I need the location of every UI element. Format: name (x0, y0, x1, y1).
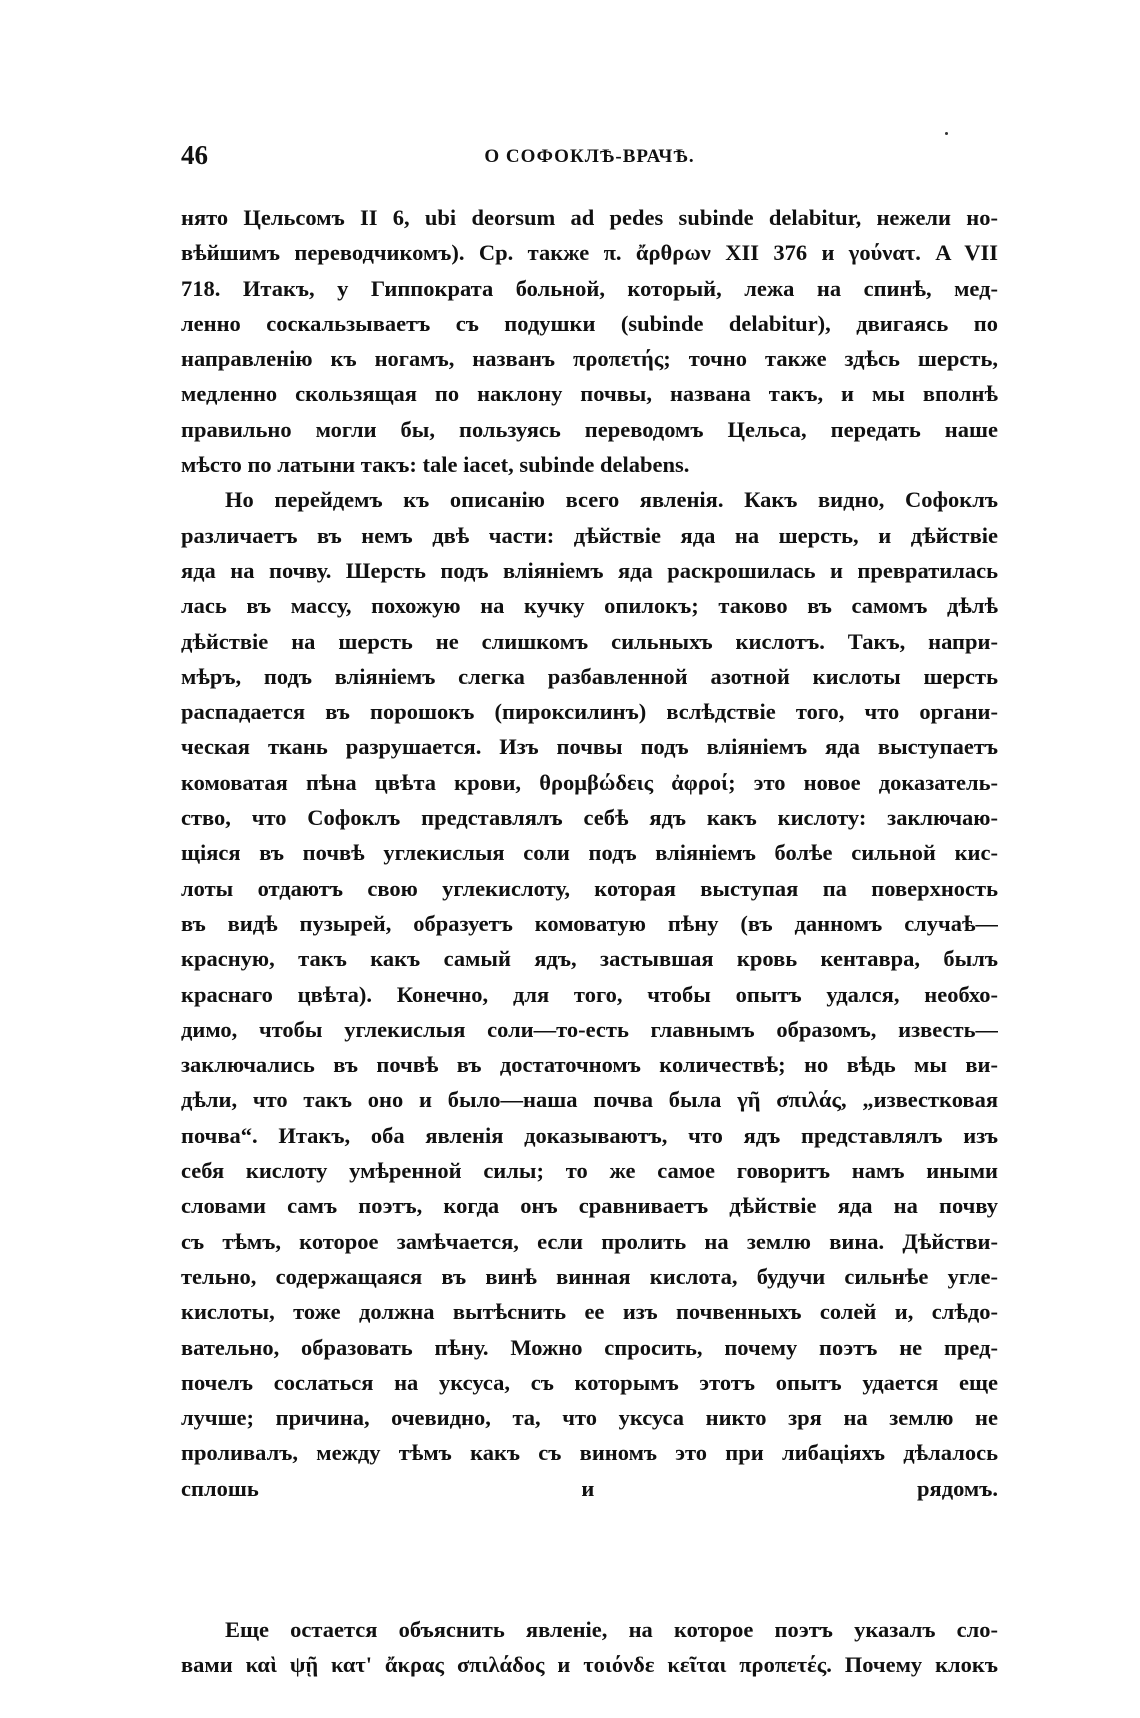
text-line: ческая ткань разрушается. Изъ почвы подъ вліяніемъ яда выступаетъ (181, 734, 998, 760)
text-line: мѣсто по латыни такъ: tale iacet, subinde delabens. (181, 452, 690, 478)
text-line: вѣйшимъ переводчикомъ). Ср. также π. ἄρθρων XII 376 и γούνατ. A VII (181, 240, 998, 266)
text-line: Еще остается объяснить явленіе, на которое поэтъ указалъ сло- (225, 1616, 998, 1642)
text-line (181, 1577, 998, 1612)
page-number: 46 (181, 140, 208, 170)
text-line: заключались въ почвѣ въ достаточномъ количествѣ; но вѣдь мы ви- (181, 1052, 998, 1078)
page-header (181, 140, 998, 180)
text-line: красную, такъ какъ самый ядъ, застывшая кровь кентавра, былъ (181, 946, 998, 972)
text-line: себя кислоту умѣренной силы; то же самое говоритъ намъ иными (181, 1158, 998, 1184)
text-line (181, 1541, 998, 1576)
text-line: распадается въ порошокъ (пироксилинъ) вслѣдствіе того, что органи- (181, 699, 998, 725)
paragraph-3 (181, 1612, 998, 1683)
text-line: сплошь и рядомъ. (181, 1475, 998, 1501)
text-line: щіяся въ почвѣ углекислыя соли подъ вліяніемъ болѣе сильной кис- (181, 840, 998, 866)
text-line: тельно, содержащаяся въ винѣ винная кислота, будучи сильнѣе угле- (181, 1263, 998, 1289)
text-line: дѣйствіе на шерсть не слишкомъ сильныхъ кислотъ. Такъ, напри- (181, 628, 998, 654)
text-line: ленно соскальзываетъ съ подушки (subinde delabitur), двигаясь по (181, 310, 998, 336)
text-line: почва“. Итакъ, оба явленія доказываютъ, что ядъ представлялъ изъ (181, 1122, 998, 1148)
text-line: 718. Итакъ, у Гиппократа больной, который, лежа на спинѣ, мед- (181, 275, 998, 301)
text-line: вами καὶ ψῇ κατ' ἄκρας σπιλάδος и τοιόνδε κεῖται προπετές. Почему клокъ (181, 1652, 998, 1678)
text-line (181, 1506, 998, 1541)
text-line: Но перейдемъ къ описанію всего явленія. Какъ видно, Софоклъ (225, 487, 998, 513)
text-line: лучше; причина, очевидно, та, что уксуса никто зря на землю не (181, 1405, 998, 1431)
text-line: проливалъ, между тѣмъ какъ съ виномъ это при либаціяхъ дѣлалось (181, 1440, 998, 1466)
text-line: почелъ сослаться на уксуса, съ которымъ этотъ опытъ удается еще (181, 1369, 998, 1395)
text-line: словами самъ поэтъ, когда онъ сравниваетъ дѣйствіе яда на почву (181, 1193, 998, 1219)
body-text (181, 200, 998, 1682)
text-line: вательно, образовать пѣну. Можно спросить, почему поэтъ не пред- (181, 1334, 998, 1360)
text-line: направленію къ ногамъ, названъ προπετής; точно также здѣсь шерсть, (181, 346, 998, 372)
text-line: различаетъ въ немъ двѣ части: дѣйствіе яда на шерсть, и дѣйствіе (181, 522, 998, 548)
paragraph-1 (181, 200, 998, 482)
text-line: кислоты, тоже должна вытѣснить ее изъ почвенныхъ солей и, слѣдо- (181, 1299, 998, 1325)
paragraph-2 (181, 482, 998, 1612)
text-line: лоты отдаютъ свою углекислоту, которая выступая па поверхность (181, 875, 998, 901)
text-line: ство, что Софоклъ представлялъ себѣ ядъ какъ кислоту: заключаю- (181, 805, 998, 831)
text-line: нято Цельсомъ II 6, ubi deorsum ad pedes subinde delabitur, нежели но- (181, 205, 998, 230)
text-line: съ тѣмъ, которое замѣчается, если пролить на землю вина. Дѣйстви- (181, 1228, 998, 1254)
text-line: медленно скользящая по наклону почвы, названа такъ, и мы вполнѣ (181, 381, 998, 407)
text-line: яда на почву. Шерсть подъ вліяніемъ яда раскрошилась и превратилась (181, 557, 998, 583)
text-line: дѣли, что такъ оно и было—наша почва была γῆ σπιλάς, „известковая (181, 1087, 998, 1113)
text-line: краснаго цвѣта). Конечно, для того, чтобы опытъ удался, необхо- (181, 981, 998, 1007)
text-line: лась въ массу, похожую на кучку опилокъ; таково въ самомъ дѣлѣ (181, 593, 998, 619)
text-line: правильно могли бы, пользуясь переводомъ Цельса, передать наше (181, 416, 998, 442)
running-title: О СОФОКЛѢ-ВРАЧѢ. (484, 146, 695, 167)
print-speck (945, 132, 948, 135)
text-line: мѣръ, подъ вліяніемъ слегка разбавленной азотной кислоты шерсть (181, 663, 998, 689)
text-line: комоватая пѣна цвѣта крови, θρομβώδεις ἀφροί; это новое доказатель- (181, 769, 998, 795)
text-line: димо, чтобы углекислыя соли—то-есть главнымъ образомъ, известь— (181, 1016, 998, 1042)
text-line: въ видѣ пузырей, образуетъ комоватую пѣну (въ данномъ случаѣ— (181, 910, 998, 936)
